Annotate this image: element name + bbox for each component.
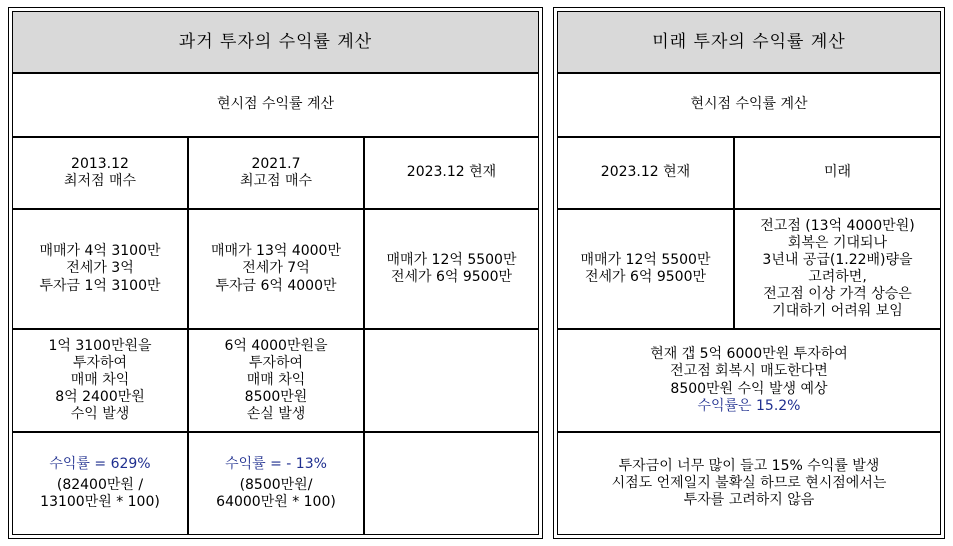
future-result-cell	[557, 329, 941, 432]
future-investment-panel	[553, 7, 945, 539]
past-investment-panel	[8, 7, 543, 539]
future-panel-title: 미래 투자의 수익률 계산	[557, 11, 941, 73]
past-col1-header: 2013.12 최저점 매수	[12, 137, 188, 209]
future-col2-header: 미래	[734, 137, 941, 209]
future-panel-subtitle: 현시점 수익률 계산	[557, 73, 941, 137]
past-col3-header: 2023.12 현재	[364, 137, 539, 209]
past-col2-header: 2021.7 최고점 매수	[188, 137, 364, 209]
past-col3-rate-cell	[364, 432, 539, 535]
past-col2-rate-cell	[188, 432, 364, 535]
past-col1-rate-cell	[12, 432, 188, 535]
past-col1-formula: (82400만원 / 13100만원 * 100)	[40, 476, 160, 511]
future-conclusion: 투자금이 너무 많이 들고 15% 수익률 발생 시점도 언제일지 불확실 하므로 현시점에서는 투자를 고려하지 않음	[557, 432, 941, 535]
past-col2-formula: (8500만원/ 64000만원 * 100)	[216, 476, 336, 511]
past-col2-result: 6억 4000만원을 투자하여 매매 차익 8500만원 손실 발생	[188, 329, 364, 432]
past-panel-subtitle: 현시점 수익률 계산	[12, 73, 539, 137]
past-col3-price: 매매가 12억 5500만 전세가 6억 9500만	[364, 209, 539, 329]
past-col2-price: 매매가 13억 4000만 전세가 7억 투자금 6억 4000만	[188, 209, 364, 329]
past-col3-result	[364, 329, 539, 432]
future-col2-outlook: 전고점 (13억 4000만원) 회복은 기대되나 3년내 공급(1.22배)량을 고려하면, 전고점 이상 가격 상승은 기대하기 어려워 보임	[734, 209, 941, 329]
past-col1-rate: 수익률 = 629%	[49, 455, 151, 472]
future-col1-price: 매매가 12억 5500만 전세가 6억 9500만	[557, 209, 734, 329]
past-col1-price: 매매가 4억 3100만 전세가 3억 투자금 1억 3100만	[12, 209, 188, 329]
future-col1-header: 2023.12 현재	[557, 137, 734, 209]
future-rate: 수익률은 15.2%	[697, 397, 801, 414]
past-col2-rate: 수익률 = - 13%	[225, 455, 327, 472]
past-panel-title: 과거 투자의 수익률 계산	[12, 11, 539, 73]
past-col1-result: 1억 3100만원을 투자하여 매매 차익 8억 2400만원 수익 발생	[12, 329, 188, 432]
future-result: 현재 갭 5억 6000만원 투자하여 전고점 회복시 매도한다면 8500만원 수익 발생 예상	[650, 346, 848, 397]
